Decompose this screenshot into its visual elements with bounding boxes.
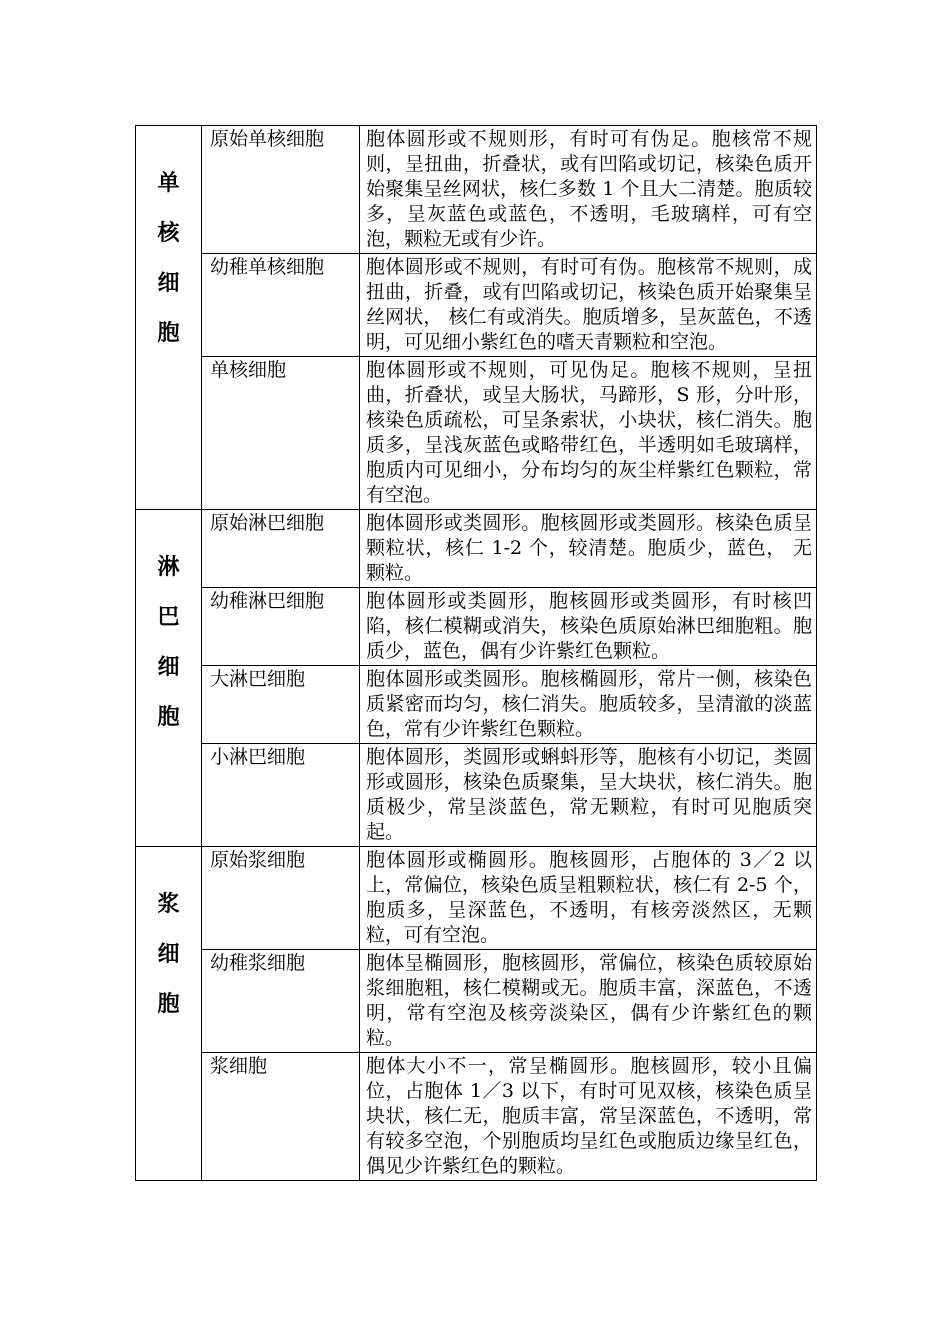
table-row <box>136 588 817 666</box>
cell-name: 原始浆细胞 <box>202 847 360 950</box>
table-row <box>136 950 817 1053</box>
table-row <box>136 744 817 847</box>
group-label-char: 细 <box>157 941 180 967</box>
table-row <box>136 126 817 254</box>
cell-description: 胞体圆形或不规则形，有时可有伪足。胞核常不规则，呈扭曲，折叠状，或有凹陷或切记，核染色质开始聚集呈丝网状，核仁多数 1 个且大二清楚。胞质较多，呈灰蓝色或蓝色，不透明，毛玻璃样，可有空泡，颗粒无或有少许。 <box>360 126 817 254</box>
cell-name: 浆细胞 <box>202 1053 360 1181</box>
group-label-cell <box>136 126 202 510</box>
group-label-char: 单 <box>157 170 180 196</box>
cell-description: 胞体圆形或类圆形，胞核圆形或类圆形，有时核凹陷，核仁模糊或消失，核染色质原始淋巴细胞粗。胞质少，蓝色，偶有少许紫红色颗粒。 <box>360 588 817 666</box>
table-row <box>136 254 817 357</box>
cell-description: 胞体圆形或类圆形。胞核圆形或类圆形。核染色质呈颗粒状，核仁 1-2 个，较清楚。胞质少，蓝色， 无颗粒。 <box>360 510 817 588</box>
cell-name: 原始淋巴细胞 <box>202 510 360 588</box>
table-row <box>136 666 817 744</box>
table-row <box>136 357 817 510</box>
group-label <box>136 126 201 358</box>
cell-description: 胞体圆形或类圆形。胞核椭圆形，常片一侧，核染色质紧密而均匀，核仁消失。胞质较多，呈清澈的淡蓝色，常有少许紫红色颗粒。 <box>360 666 817 744</box>
group-label-char: 胞 <box>157 704 180 730</box>
group-label-char: 细 <box>157 654 180 680</box>
group-label-char: 细 <box>157 270 180 296</box>
group-label-char: 胞 <box>157 320 180 346</box>
cell-name: 幼稚淋巴细胞 <box>202 588 360 666</box>
group-label-char: 淋 <box>157 554 180 580</box>
cell-name: 单核细胞 <box>202 357 360 510</box>
table-row <box>136 510 817 588</box>
group-label-char: 核 <box>157 220 180 246</box>
table-body <box>136 126 817 1181</box>
cell-name: 小淋巴细胞 <box>202 744 360 847</box>
group-label-cell <box>136 510 202 847</box>
cell-description: 胞体大小不一，常呈椭圆形。胞核圆形，较小且偏位，占胞体 1／3 以下，有时可见双核，核染色质呈块状，核仁无，胞质丰富，常呈深蓝色，不透明，常有较多空泡，个别胞质均呈红色或胞质边缘呈红色， 偶见少许紫红色的颗粒。 <box>360 1053 817 1181</box>
cell-description: 胞体圆形或不规则，可见伪足。胞核不规则，呈扭曲，折叠状，或呈大肠状，马蹄形，S 形，分叶形，核染色质疏松，可呈条索状，小块状，核仁消失。胞质多，呈浅灰蓝色或略带红色，半透明如毛玻璃样，胞质内可见细小，分布均匀的灰尘样紫红色颗粒，常有空泡。 <box>360 357 817 510</box>
cell-name: 大淋巴细胞 <box>202 666 360 744</box>
cell-name: 幼稚单核细胞 <box>202 254 360 357</box>
cell-name: 幼稚浆细胞 <box>202 950 360 1053</box>
table-row <box>136 1053 817 1181</box>
table-row <box>136 847 817 950</box>
cell-description: 胞体圆形或椭圆形。胞核圆形，占胞体的 3／2 以上，常偏位，核染色质呈粗颗粒状，核仁有 2-5 个，胞质多，呈深蓝色，不透明，有核旁淡然区，无颗粒，可有空泡。 <box>360 847 817 950</box>
cell-morphology-table <box>135 125 817 1181</box>
group-label-char: 浆 <box>157 891 180 917</box>
group-label-char: 胞 <box>157 991 180 1017</box>
group-label <box>136 510 201 742</box>
cell-description: 胞体圆形或不规则，有时可有伪。胞核常不规则，成扭曲，折叠，或有凹陷或切记，核染色质开始聚集呈丝网状， 核仁有或消失。胞质增多，呈灰蓝色，不透明，可见细小紫红色的嗜天青颗粒和空泡。 <box>360 254 817 357</box>
cell-description: 胞体圆形，类圆形或蝌蚪形等，胞核有小切记，类圆形或圆形，核染色质聚集，呈大块状，核仁消失。胞质极少，常呈淡蓝色，常无颗粒，有时可见胞质突起。 <box>360 744 817 847</box>
group-label-cell <box>136 847 202 1181</box>
cell-name: 原始单核细胞 <box>202 126 360 254</box>
group-label-char: 巴 <box>157 604 180 630</box>
group-label <box>136 847 201 1029</box>
cell-description: 胞体呈椭圆形，胞核圆形，常偏位，核染色质较原始浆细胞粗，核仁模糊或无。胞质丰富，深蓝色，不透明，常有空泡及核旁淡染区，偶有少许紫红色的颗粒。 <box>360 950 817 1053</box>
